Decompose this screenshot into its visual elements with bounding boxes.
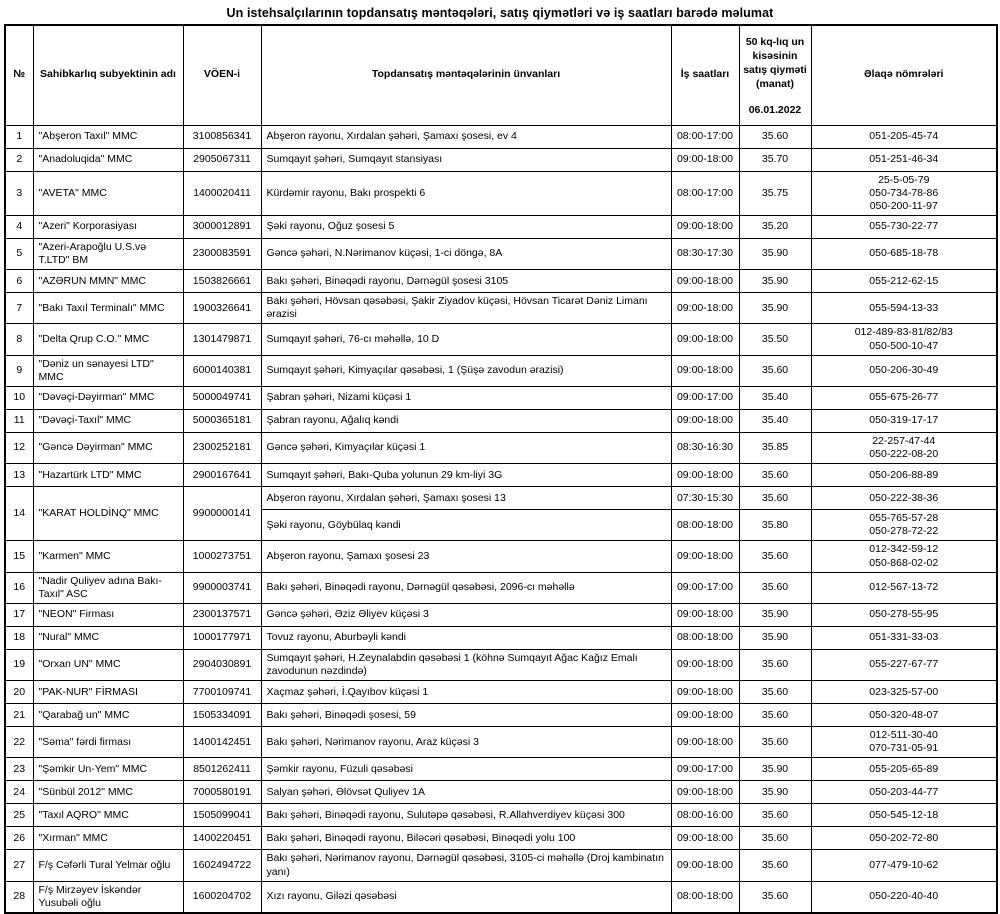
phone-number: 25-5-05-79: [878, 173, 930, 186]
cell-voen: 2904030891: [183, 649, 261, 680]
cell-price: 35.90: [739, 603, 811, 626]
cell-hours: 09:00-18:00: [671, 704, 739, 727]
table-row: [5, 125, 997, 148]
cell-price: 35.60: [739, 727, 811, 758]
cell-voen: 2900167641: [183, 464, 261, 487]
cell-num: 23: [5, 758, 33, 781]
cell-company-name: "Qarabağ un" MMC: [33, 704, 183, 727]
cell-phones: [811, 487, 997, 510]
page-title: Un istehsalçılarının topdansatış məntəqələri, satış qiymətləri və iş saatları barədə məlumat: [226, 6, 774, 20]
table-row: [5, 649, 997, 680]
cell-voen: 5000365181: [183, 409, 261, 432]
cell-price: 35.90: [739, 626, 811, 649]
cell-company-name: "Gəncə Dəyirman" MMC: [33, 432, 183, 463]
cell-price: 35.40: [739, 409, 811, 432]
cell-voen: 9900000141: [183, 487, 261, 541]
cell-company-name: "Nural" MMC: [33, 626, 183, 649]
cell-phones: [811, 409, 997, 432]
cell-phones: [811, 464, 997, 487]
cell-address: Abşeron rayonu, Şamaxı şosesi 23: [261, 541, 671, 572]
cell-address: Sumqayıt şəhəri, Kimyaçılar qəsəbəsi, 1 (Şüşə zavodun ərazisi): [261, 355, 671, 386]
table-row: [5, 727, 997, 758]
cell-num: 13: [5, 464, 33, 487]
cell-phones: [811, 386, 997, 409]
phone-number: 050-202-72-80: [869, 831, 939, 844]
cell-phones: [811, 293, 997, 324]
column-header-price: [739, 25, 811, 125]
phone-number: 051-331-33-03: [869, 631, 939, 644]
phone-number: 050-685-18-78: [869, 247, 939, 260]
cell-company-name: "PAK-NUR" FİRMASI: [33, 681, 183, 704]
table-row: [5, 293, 997, 324]
cell-price: 35.90: [739, 293, 811, 324]
phone-number: 22-257-47-44: [872, 434, 936, 447]
cell-num: 5: [5, 238, 33, 269]
cell-num: 28: [5, 881, 33, 913]
table-row: [5, 432, 997, 463]
cell-hours: 09:00-18:00: [671, 681, 739, 704]
cell-hours: 09:00-18:00: [671, 409, 739, 432]
cell-company-name: "Abşeron Taxıl" MMC: [33, 125, 183, 148]
cell-address: Xızı rayonu, Giləzi qəsəbəsi: [261, 881, 671, 913]
cell-voen: 1505334091: [183, 704, 261, 727]
cell-address: Bakı şəhəri, Binəqədi rayonu, Dərnəgül şosesi 3105: [261, 270, 671, 293]
cell-hours: 07:30-15:30: [671, 487, 739, 510]
phone-number: 055-205-65-89: [869, 762, 939, 775]
cell-voen: 5000049741: [183, 386, 261, 409]
cell-company-name: "Dəvəçi-Taxıl" MMC: [33, 409, 183, 432]
cell-phones: [811, 148, 997, 171]
cell-voen: 1000273751: [183, 541, 261, 572]
cell-address: Kürdəmir rayonu, Bakı prospekti 6: [261, 171, 671, 215]
phone-number: 050-222-08-20: [869, 448, 939, 460]
cell-num: 19: [5, 649, 33, 680]
cell-num: 17: [5, 603, 33, 626]
cell-address: Gəncə şəhəri, Kimyaçılar küçəsi 1: [261, 432, 671, 463]
cell-address: Şabran rayonu, Ağalıq kəndi: [261, 409, 671, 432]
cell-phones: [811, 541, 997, 572]
cell-num: 4: [5, 215, 33, 238]
phone-number: 050-734-78-86: [869, 186, 939, 199]
cell-voen: 9900003741: [183, 572, 261, 603]
cell-phones: [811, 649, 997, 680]
cell-price: 35.85: [739, 432, 811, 463]
column-header-hours: İş saatları: [671, 25, 739, 125]
cell-company-name: "Azeri-Arapoğlu U.S.və T.LTD" BM: [33, 238, 183, 269]
phone-number: 050-319-17-17: [869, 414, 939, 427]
cell-phones: [811, 603, 997, 626]
table-row: [5, 464, 997, 487]
cell-num: 15: [5, 541, 33, 572]
cell-num: 12: [5, 432, 33, 463]
cell-address: Şəki rayonu, Oğuz şosesi 5: [261, 215, 671, 238]
cell-hours: 08:00-18:00: [671, 881, 739, 913]
cell-address: Xaçmaz şəhəri, İ.Qayıbov küçəsi 1: [261, 681, 671, 704]
cell-num: 20: [5, 681, 33, 704]
cell-num: 2: [5, 148, 33, 171]
cell-num: 25: [5, 804, 33, 827]
cell-address: Bakı şəhəri, Nərimanov rayonu, Dərnəgül qəsəbəsi, 3105-ci məhəllə (Droj kambinatın yanı): [261, 850, 671, 881]
phone-number: 012-511-30-40: [869, 729, 938, 742]
cell-company-name: "Azeri" Korporasiyası: [33, 215, 183, 238]
table-row: [5, 626, 997, 649]
cell-company-name: "Sünbül 2012" MMC: [33, 781, 183, 804]
cell-company-name: "Delta Qrup C.O." MMC: [33, 324, 183, 355]
cell-voen: 1602494722: [183, 850, 261, 881]
cell-company-name: "Xırman" MMC: [33, 827, 183, 850]
cell-price: 35.20: [739, 215, 811, 238]
cell-hours: 08:00-16:00: [671, 804, 739, 827]
cell-company-name: "Səma" fərdi firması: [33, 727, 183, 758]
cell-company-name: "Dəniz un sənayesi LTD" MMC: [33, 355, 183, 386]
cell-phones: [811, 270, 997, 293]
cell-hours: 09:00-18:00: [671, 541, 739, 572]
cell-price: 35.90: [739, 270, 811, 293]
cell-address: Şəki rayonu, Göybülaq kəndi: [261, 510, 671, 541]
phone-number: 051-251-46-34: [869, 152, 939, 165]
column-header-company-name: Sahibkarlıq subyektinin adı: [33, 25, 183, 125]
cell-phones: [811, 850, 997, 881]
phone-number: 050-868-02-02: [869, 556, 939, 569]
table-header-row: [5, 25, 997, 125]
cell-hours: 08:30-17:30: [671, 238, 739, 269]
phone-number: 050-278-72-22: [869, 525, 939, 538]
table-body: [5, 125, 997, 913]
cell-address: Sumqayıt şəhəri, Sumqayıt stansiyası: [261, 148, 671, 171]
cell-phones: [811, 881, 997, 913]
column-header-address: Topdansatış məntəqələrinin ünvanları: [261, 25, 671, 125]
phone-number: 050-278-55-95: [869, 608, 939, 621]
cell-voen: 7000580191: [183, 781, 261, 804]
cell-hours: 08:00-17:00: [671, 171, 739, 215]
cell-phones: [811, 324, 997, 355]
cell-num: 1: [5, 125, 33, 148]
cell-price: 35.60: [739, 464, 811, 487]
cell-voen: 1400142451: [183, 727, 261, 758]
cell-phones: [811, 238, 997, 269]
cell-price: 35.60: [739, 649, 811, 680]
cell-price: 35.60: [739, 125, 811, 148]
table-row: [5, 541, 997, 572]
cell-company-name: "Dəvəçi-Dəyirman" MMC: [33, 386, 183, 409]
cell-voen: 1400020411: [183, 171, 261, 215]
cell-num: 9: [5, 355, 33, 386]
cell-company-name: "Hazartürk LTD" MMC: [33, 464, 183, 487]
phone-number: 050-220-40-40: [869, 890, 939, 903]
cell-voen: 6000140381: [183, 355, 261, 386]
cell-price: 35.60: [739, 881, 811, 913]
column-header-voen: VÖEN-i: [183, 25, 261, 125]
table-row: [5, 171, 997, 215]
cell-price: 35.60: [739, 850, 811, 881]
phone-number: 050-320-48-07: [869, 708, 939, 721]
phone-number: 055-212-62-15: [869, 274, 939, 287]
cell-price: 35.90: [739, 781, 811, 804]
cell-phones: [811, 215, 997, 238]
cell-company-name: "Taxıl AQRO" MMC: [33, 804, 183, 827]
table-row: [5, 572, 997, 603]
cell-company-name: F/ş Cəfərli Tural Yelmar oğlu: [33, 850, 183, 881]
cell-address: Tovuz rayonu, Aburbəyli kəndi: [261, 626, 671, 649]
cell-voen: 2300137571: [183, 603, 261, 626]
cell-company-name: "Anadoluqida" MMC: [33, 148, 183, 171]
cell-company-name: F/ş Mirzəyev İskəndər Yusubəli oğlu: [33, 881, 183, 913]
cell-address: Bakı şəhəri, Binəqədi rayonu, Dərnəgül qəsəbəsi, 2096-cı məhəllə: [261, 572, 671, 603]
phone-number: 055-675-26-77: [869, 391, 939, 404]
price-header-date: 06.01.2022: [748, 104, 802, 117]
table-row: [5, 238, 997, 269]
cell-hours: 09:00-18:00: [671, 649, 739, 680]
cell-voen: 8501262411: [183, 758, 261, 781]
cell-hours: 09:00-18:00: [671, 464, 739, 487]
cell-phones: [811, 827, 997, 850]
cell-voen: 1600204702: [183, 881, 261, 913]
table-row: [5, 804, 997, 827]
table-row: [5, 758, 997, 781]
cell-num: 27: [5, 850, 33, 881]
cell-hours: 08:00-18:00: [671, 626, 739, 649]
table-row: [5, 487, 997, 510]
cell-phones: [811, 355, 997, 386]
cell-num: 6: [5, 270, 33, 293]
cell-voen: 2905067311: [183, 148, 261, 171]
cell-company-name: "Şəmkir Un-Yem" MMC: [33, 758, 183, 781]
cell-price: 35.60: [739, 541, 811, 572]
cell-address: Bakı şəhəri, Binəqədi şosesi, 59: [261, 704, 671, 727]
table-row: [5, 827, 997, 850]
phone-number: 012-567-13-72: [869, 581, 939, 594]
cell-address: Bakı şəhəri, Binəqədi rayonu, Biləcəri qəsəbəsi, Binəqədi yolu 100: [261, 827, 671, 850]
phone-number: 050-200-11-97: [869, 199, 938, 212]
cell-address: Sumqayıt şəhəri, H.Zeynalabdin qəsəbəsi 1 (köhnə Sumqayıt Ağac Kağız Emalı zavodunun nəzdində): [261, 649, 671, 680]
cell-voen: 1505099041: [183, 804, 261, 827]
cell-address: Abşeron rayonu, Xırdalan şəhəri, Şamaxı şosesi, ev 4: [261, 125, 671, 148]
table-row: [5, 215, 997, 238]
table-row: [5, 603, 997, 626]
cell-hours: 09:00-18:00: [671, 781, 739, 804]
cell-voen: 7700109741: [183, 681, 261, 704]
column-header-phones: Əlaqə nömrələri: [811, 25, 997, 125]
phone-number: 012-489-83-81/82/83: [854, 326, 953, 339]
cell-company-name: "Nadir Quliyev adına Bakı-Taxıl" ASC: [33, 572, 183, 603]
cell-hours: 09:00-18:00: [671, 324, 739, 355]
cell-num: 24: [5, 781, 33, 804]
phone-number: 050-206-88-89: [869, 468, 939, 481]
cell-price: 35.60: [739, 827, 811, 850]
phone-number: 055-765-57-28: [869, 512, 939, 525]
phone-number: 055-227-67-77: [869, 658, 939, 671]
cell-voen: 1503826661: [183, 270, 261, 293]
cell-address: Bakı şəhəri, Binəqədi rayonu, Sulutəpə qəsəbəsi, R.Allahverdiyev küçəsi 300: [261, 804, 671, 827]
cell-hours: 09:00-18:00: [671, 850, 739, 881]
table-row: [5, 704, 997, 727]
cell-price: 35.90: [739, 758, 811, 781]
cell-hours: 09:00-17:00: [671, 572, 739, 603]
table-row: [5, 781, 997, 804]
cell-company-name: "Orxan UN" MMC: [33, 649, 183, 680]
cell-price: 35.60: [739, 487, 811, 510]
phone-number: 055-730-22-77: [869, 220, 939, 233]
cell-address: Gəncə şəhəri, N.Nərimanov küçəsi, 1-ci döngə, 8A: [261, 238, 671, 269]
cell-phones: [811, 804, 997, 827]
cell-address: Bakı şəhəri, Hövsan qəsəbəsi, Şakir Ziyadov küçəsi, Hövsan Ticarət Dəniz Limanı ərazisi: [261, 293, 671, 324]
cell-hours: 09:00-18:00: [671, 215, 739, 238]
cell-phones: [811, 572, 997, 603]
cell-price: 35.90: [739, 238, 811, 269]
table-header: [5, 25, 997, 125]
cell-address: Gəncə şəhəri, Əziz Əliyev küçəsi 3: [261, 603, 671, 626]
cell-num: 7: [5, 293, 33, 324]
cell-voen: 2300083591: [183, 238, 261, 269]
phone-number: 050-500-10-47: [869, 339, 939, 352]
cell-company-name: "NEON" Firması: [33, 603, 183, 626]
cell-address: Salyan şəhəri, Əlövsət Quliyev 1A: [261, 781, 671, 804]
phone-number: 023-325-57-00: [869, 685, 939, 698]
cell-company-name: "AZƏRUN MMN" MMC: [33, 270, 183, 293]
phone-number: 012-342-59-12: [869, 543, 939, 556]
cell-voen: 1301479871: [183, 324, 261, 355]
table-row: [5, 409, 997, 432]
cell-price: 35.75: [739, 171, 811, 215]
table-row: [5, 324, 997, 355]
cell-address: Şəmkir rayonu, Füzuli qəsəbəsi: [261, 758, 671, 781]
cell-phones: [811, 727, 997, 758]
cell-address: Abşeron rayonu, Xırdalan şəhəri, Şamaxı şosesi 13: [261, 487, 671, 510]
cell-phones: [811, 171, 997, 215]
cell-company-name: "AVETA" MMC: [33, 171, 183, 215]
cell-hours: 09:00-17:00: [671, 386, 739, 409]
phone-number: 050-545-12-18: [869, 808, 939, 821]
price-header-label: 50 kq-lıq un kisəsinin satış qiyməti (manat): [743, 35, 807, 91]
cell-company-name: "Bakı Taxıl Terminalı" MMC: [33, 293, 183, 324]
cell-num: 3: [5, 171, 33, 215]
table-row: [5, 386, 997, 409]
cell-num: 16: [5, 572, 33, 603]
cell-phones: [811, 781, 997, 804]
table-row: [5, 148, 997, 171]
cell-phones: [811, 704, 997, 727]
cell-voen: 1000177971: [183, 626, 261, 649]
phone-number: 050-203-44-77: [869, 785, 939, 798]
cell-price: 35.60: [739, 681, 811, 704]
cell-phones: [811, 125, 997, 148]
cell-price: 35.60: [739, 355, 811, 386]
phone-number: 051-205-45-74: [869, 129, 939, 142]
cell-num: 21: [5, 704, 33, 727]
cell-address: Bakı şəhəri, Nərimanov rayonu, Araz küçəsi 3: [261, 727, 671, 758]
cell-hours: 09:00-18:00: [671, 727, 739, 758]
cell-price: 35.60: [739, 572, 811, 603]
cell-voen: 2300252181: [183, 432, 261, 463]
cell-hours: 09:00-18:00: [671, 270, 739, 293]
cell-phones: [811, 626, 997, 649]
cell-voen: 3100856341: [183, 125, 261, 148]
cell-num: 18: [5, 626, 33, 649]
cell-hours: 09:00-18:00: [671, 355, 739, 386]
phone-number: 050-206-30-49: [869, 364, 939, 377]
cell-num: 11: [5, 409, 33, 432]
cell-hours: 09:00-17:00: [671, 758, 739, 781]
phone-number: 070-731-05-91: [869, 742, 939, 755]
cell-price: 35.40: [739, 386, 811, 409]
cell-hours: 09:00-18:00: [671, 148, 739, 171]
wholesale-points-table: [4, 24, 998, 914]
cell-hours: 08:00-17:00: [671, 125, 739, 148]
cell-address: Şabran şəhəri, Nizami küçəsi 1: [261, 386, 671, 409]
cell-num: 22: [5, 727, 33, 758]
table-row: [5, 355, 997, 386]
cell-num: 10: [5, 386, 33, 409]
column-header-num: №: [5, 25, 33, 125]
phone-number: 050-222-38-36: [869, 491, 939, 504]
cell-price: 35.70: [739, 148, 811, 171]
cell-voen: 3000012891: [183, 215, 261, 238]
cell-address: Sumqayıt şəhəri, 76-cı məhəllə, 10 D: [261, 324, 671, 355]
cell-voen: 1900326641: [183, 293, 261, 324]
phone-number: 055-594-13-33: [869, 301, 939, 314]
cell-hours: 09:00-18:00: [671, 603, 739, 626]
cell-hours: 09:00-18:00: [671, 293, 739, 324]
cell-phones: [811, 432, 997, 463]
cell-price: 35.50: [739, 324, 811, 355]
cell-num: 26: [5, 827, 33, 850]
cell-price: 35.60: [739, 704, 811, 727]
cell-num: 14: [5, 487, 33, 541]
cell-phones: [811, 510, 997, 541]
table-row: [5, 850, 997, 881]
cell-hours: 08:30-16:30: [671, 432, 739, 463]
phone-number: 077-479-10-62: [869, 858, 939, 871]
cell-phones: [811, 681, 997, 704]
cell-price: 35.60: [739, 804, 811, 827]
cell-company-name: "Karmen" MMC: [33, 541, 183, 572]
cell-hours: 08:00-18:00: [671, 510, 739, 541]
cell-address: Sumqayıt şəhəri, Bakı-Quba yolunun 29 km-liyi 3G: [261, 464, 671, 487]
table-row: [5, 270, 997, 293]
cell-phones: [811, 758, 997, 781]
cell-num: 8: [5, 324, 33, 355]
cell-hours: 09:00-18:00: [671, 827, 739, 850]
table-row: [5, 681, 997, 704]
cell-price: 35.80: [739, 510, 811, 541]
cell-company-name: "KARAT HOLDİNQ" MMC: [33, 487, 183, 541]
cell-voen: 1400220451: [183, 827, 261, 850]
table-row: [5, 881, 997, 913]
